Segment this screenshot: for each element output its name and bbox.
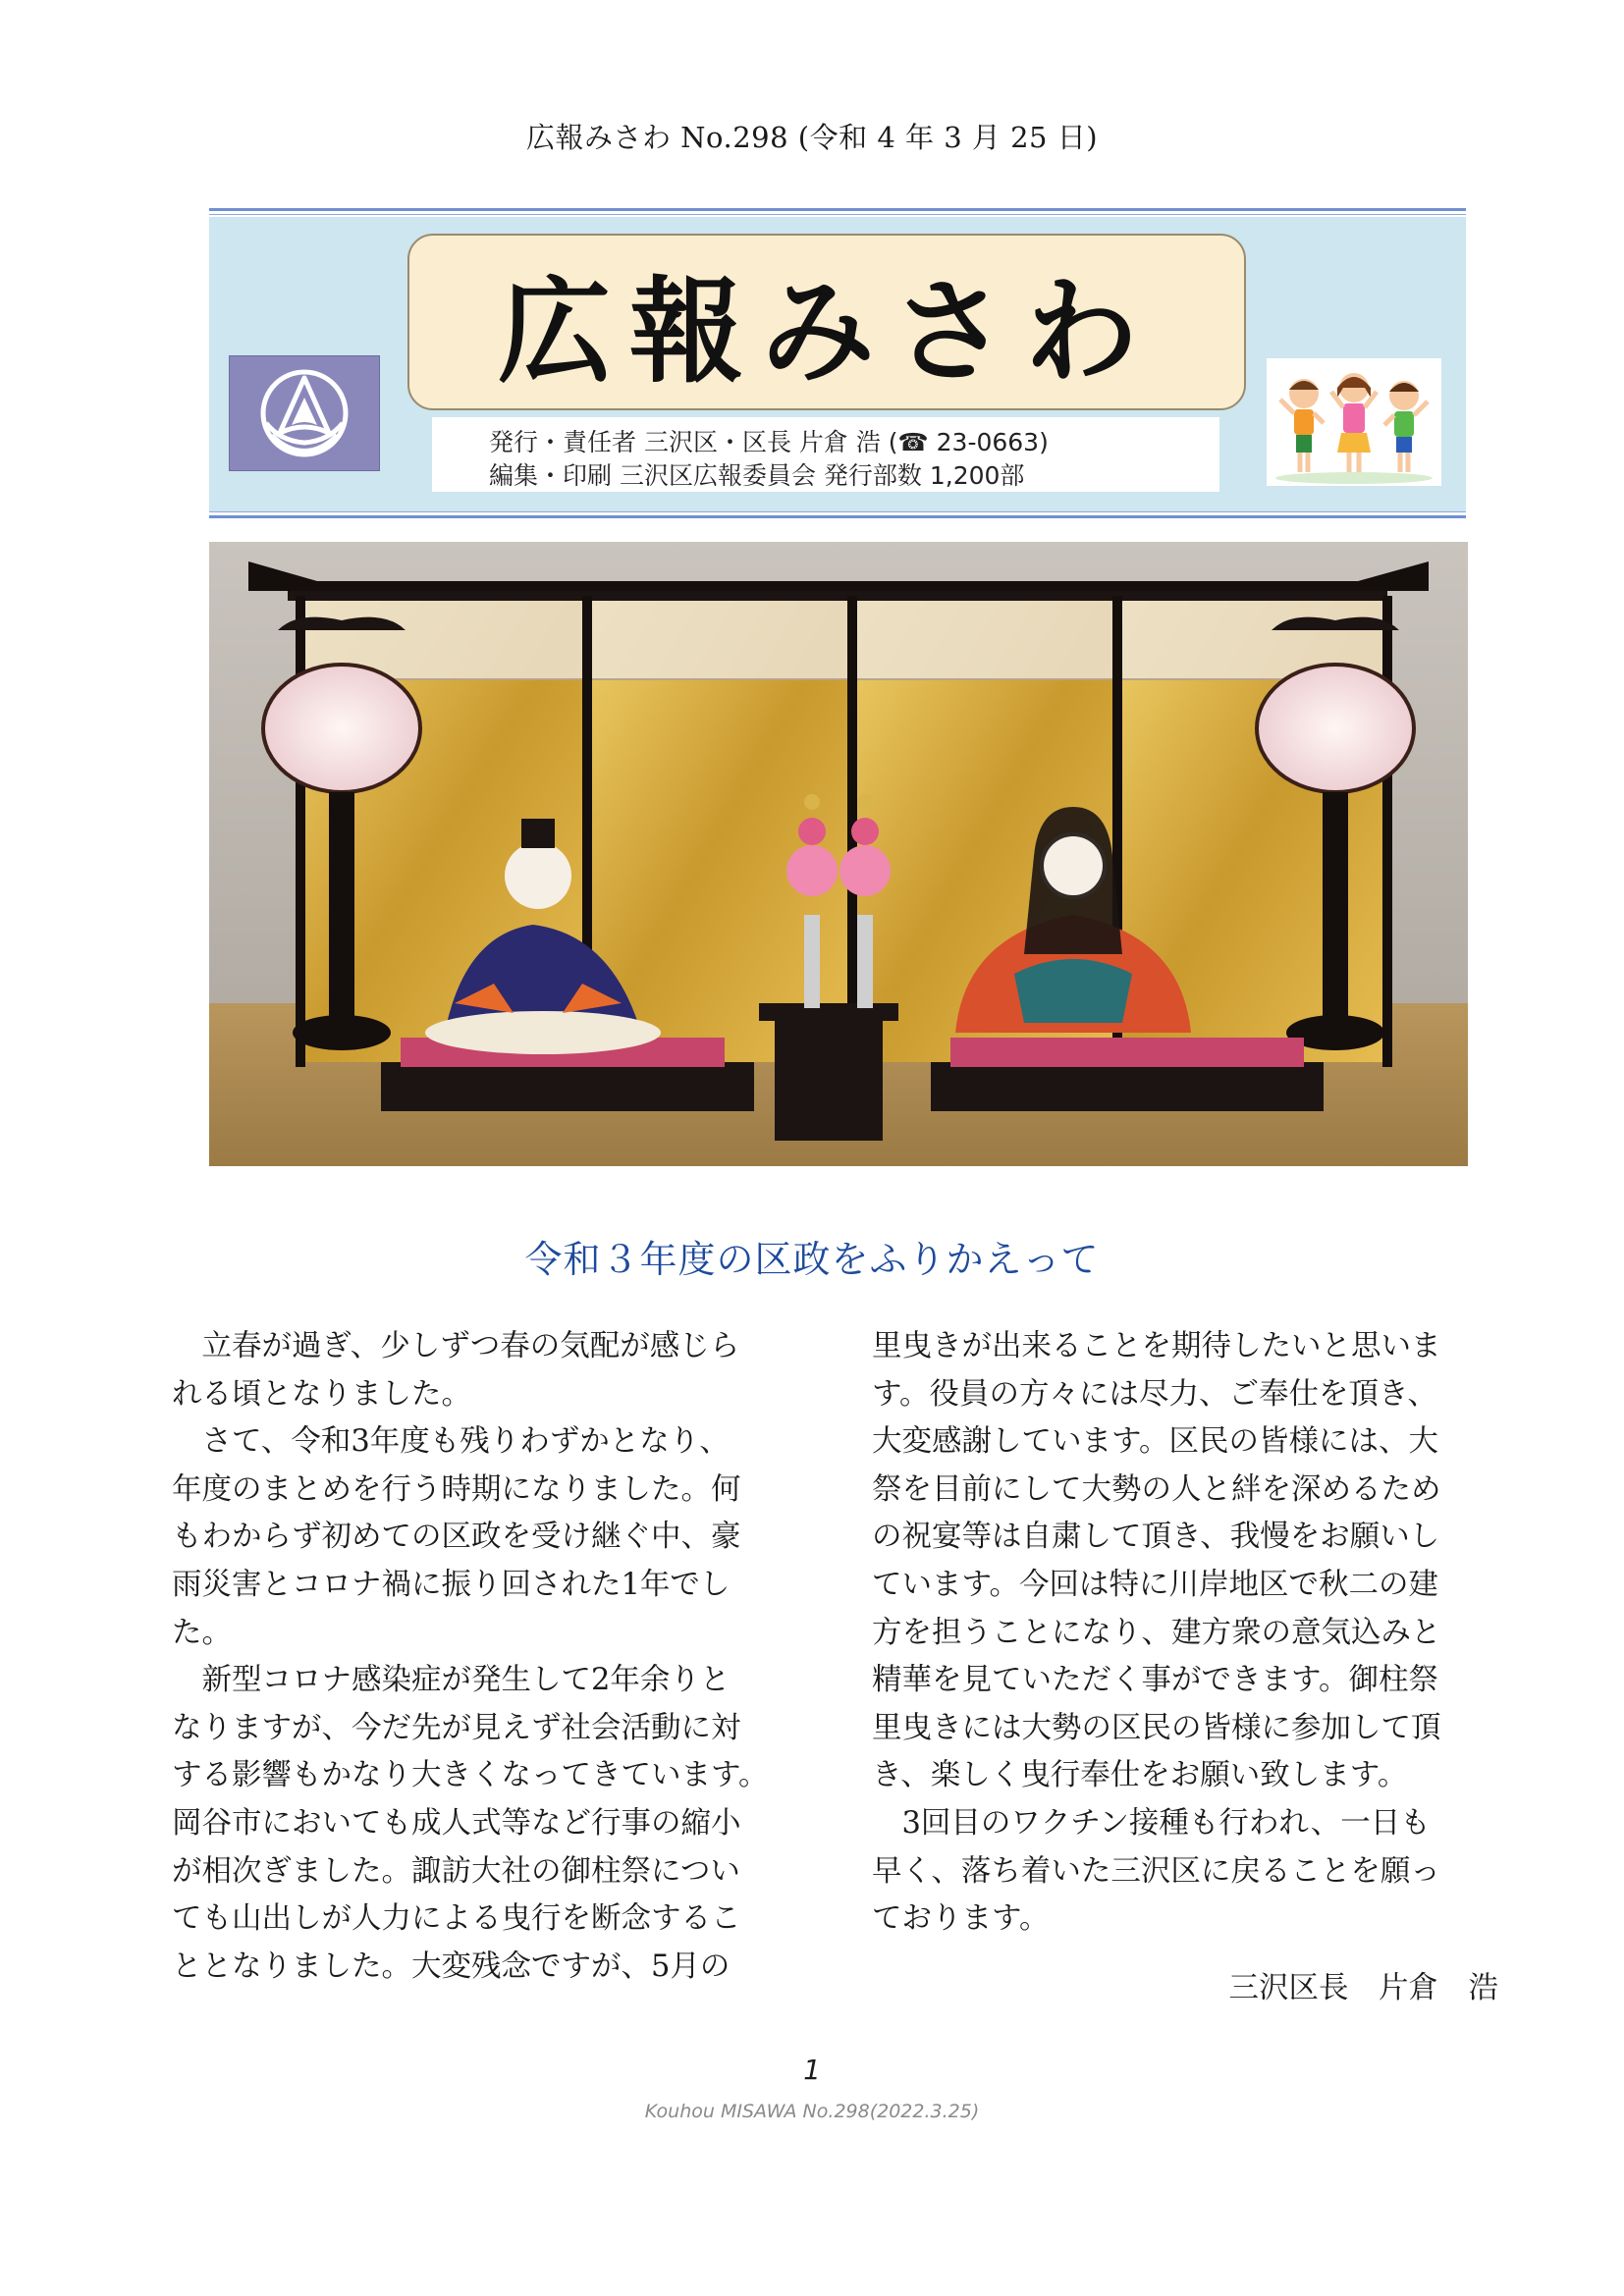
hina-dolls-photo bbox=[209, 542, 1468, 1166]
text-line: 年度のまとめを行う時期になりました。何 bbox=[172, 1471, 741, 1507]
publisher-line: 発行・責任者 三沢区・区長 片倉 浩 (☎ 23-0663) bbox=[489, 428, 1049, 456]
text-line: 祭を目前にして大勢の人と絆を深めるため bbox=[872, 1471, 1441, 1507]
text-line: れる頃となりました。 bbox=[172, 1376, 471, 1412]
masthead-info-box bbox=[432, 417, 1219, 492]
text-line: ております。 bbox=[872, 1901, 1050, 1937]
issue-line: 広報みさわ No.298 (令和 4 年 3 月 25 日) bbox=[525, 121, 1099, 154]
text-line: が相次ぎました。諏訪大社の御柱祭につい bbox=[172, 1853, 740, 1889]
text-line: もわからず初めての区政を受け継ぐ中、豪 bbox=[172, 1520, 741, 1555]
text-line: 大変感謝しています。区民の皆様には、大 bbox=[872, 1424, 1439, 1460]
text-line: ととなりました。大変残念ですが、5月の bbox=[172, 1949, 731, 1984]
masthead-title: 広報みさわ bbox=[498, 265, 1156, 399]
article-left-column bbox=[172, 1323, 830, 1991]
text-line: た。 bbox=[172, 1615, 232, 1650]
masthead-bottom-rule bbox=[209, 515, 1466, 518]
text-line: 方を担うことになり、建方衆の意気込みと bbox=[872, 1615, 1441, 1650]
text-line: ています。今回は特に川岸地区で秋二の建 bbox=[872, 1567, 1439, 1602]
text-line: 岡谷市においても成人式等など行事の縮小 bbox=[172, 1805, 741, 1841]
text-line: ても山出しが人力による曳行を断念するこ bbox=[172, 1901, 741, 1937]
text-line: 雨災害とコロナ禍に振り回された1年でし bbox=[172, 1567, 731, 1602]
article-right-column bbox=[872, 1323, 1500, 1944]
text-line: 里曳きには大勢の区民の皆様に参加して頂 bbox=[872, 1710, 1441, 1745]
text-line: 精華を見ていただく事ができます。御柱祭 bbox=[872, 1663, 1439, 1698]
text-line: 立春が過ぎ、少しずつ春の気配が感じら bbox=[172, 1329, 740, 1363]
footer-caption: Kouhou MISAWA No.298(2022.3.25) bbox=[644, 2101, 980, 2122]
text-line: の祝宴等は自粛して頂き、我慢をお願いし bbox=[872, 1520, 1440, 1555]
text-line: 早く、落ち着いた三沢区に戻ることを願っ bbox=[872, 1853, 1440, 1889]
text-line: する影響もかなり大きくなってきています。 bbox=[172, 1758, 769, 1793]
masthead-top-rule-thin bbox=[209, 214, 1466, 215]
village-crest-icon bbox=[229, 355, 380, 471]
text-line: 里曳きが出来ることを期待したいと思いま bbox=[872, 1329, 1441, 1363]
text-line: 新型コロナ感染症が発生して2年余りと bbox=[172, 1663, 731, 1698]
editor-line: 編集・印刷 三沢区広報委員会 発行部数 1,200部 bbox=[489, 461, 1025, 490]
text-line: す。役員の方々には尽力、ご奉仕を頂き、 bbox=[872, 1376, 1437, 1412]
children-waving-icon bbox=[1267, 358, 1441, 486]
page-number: 1 bbox=[803, 2054, 821, 2086]
masthead-bottom-rule-thin bbox=[209, 511, 1466, 512]
text-line: なりますが、今だ先が見えず社会活動に対 bbox=[172, 1710, 741, 1745]
text-line: き、楽しく曳行奉仕をお願い致します。 bbox=[872, 1758, 1408, 1793]
masthead-title-box bbox=[407, 234, 1246, 410]
text-line: 3回目のワクチン接種も行われ、一日も bbox=[872, 1805, 1431, 1841]
signature: 三沢区長 片倉 浩 bbox=[1228, 1971, 1498, 2005]
article-title: 令和３年度の区政をふりかえって bbox=[524, 1238, 1100, 1281]
masthead-top-rule bbox=[209, 208, 1466, 211]
text-line: さて、令和3年度も残りわずかとなり、 bbox=[172, 1424, 730, 1460]
